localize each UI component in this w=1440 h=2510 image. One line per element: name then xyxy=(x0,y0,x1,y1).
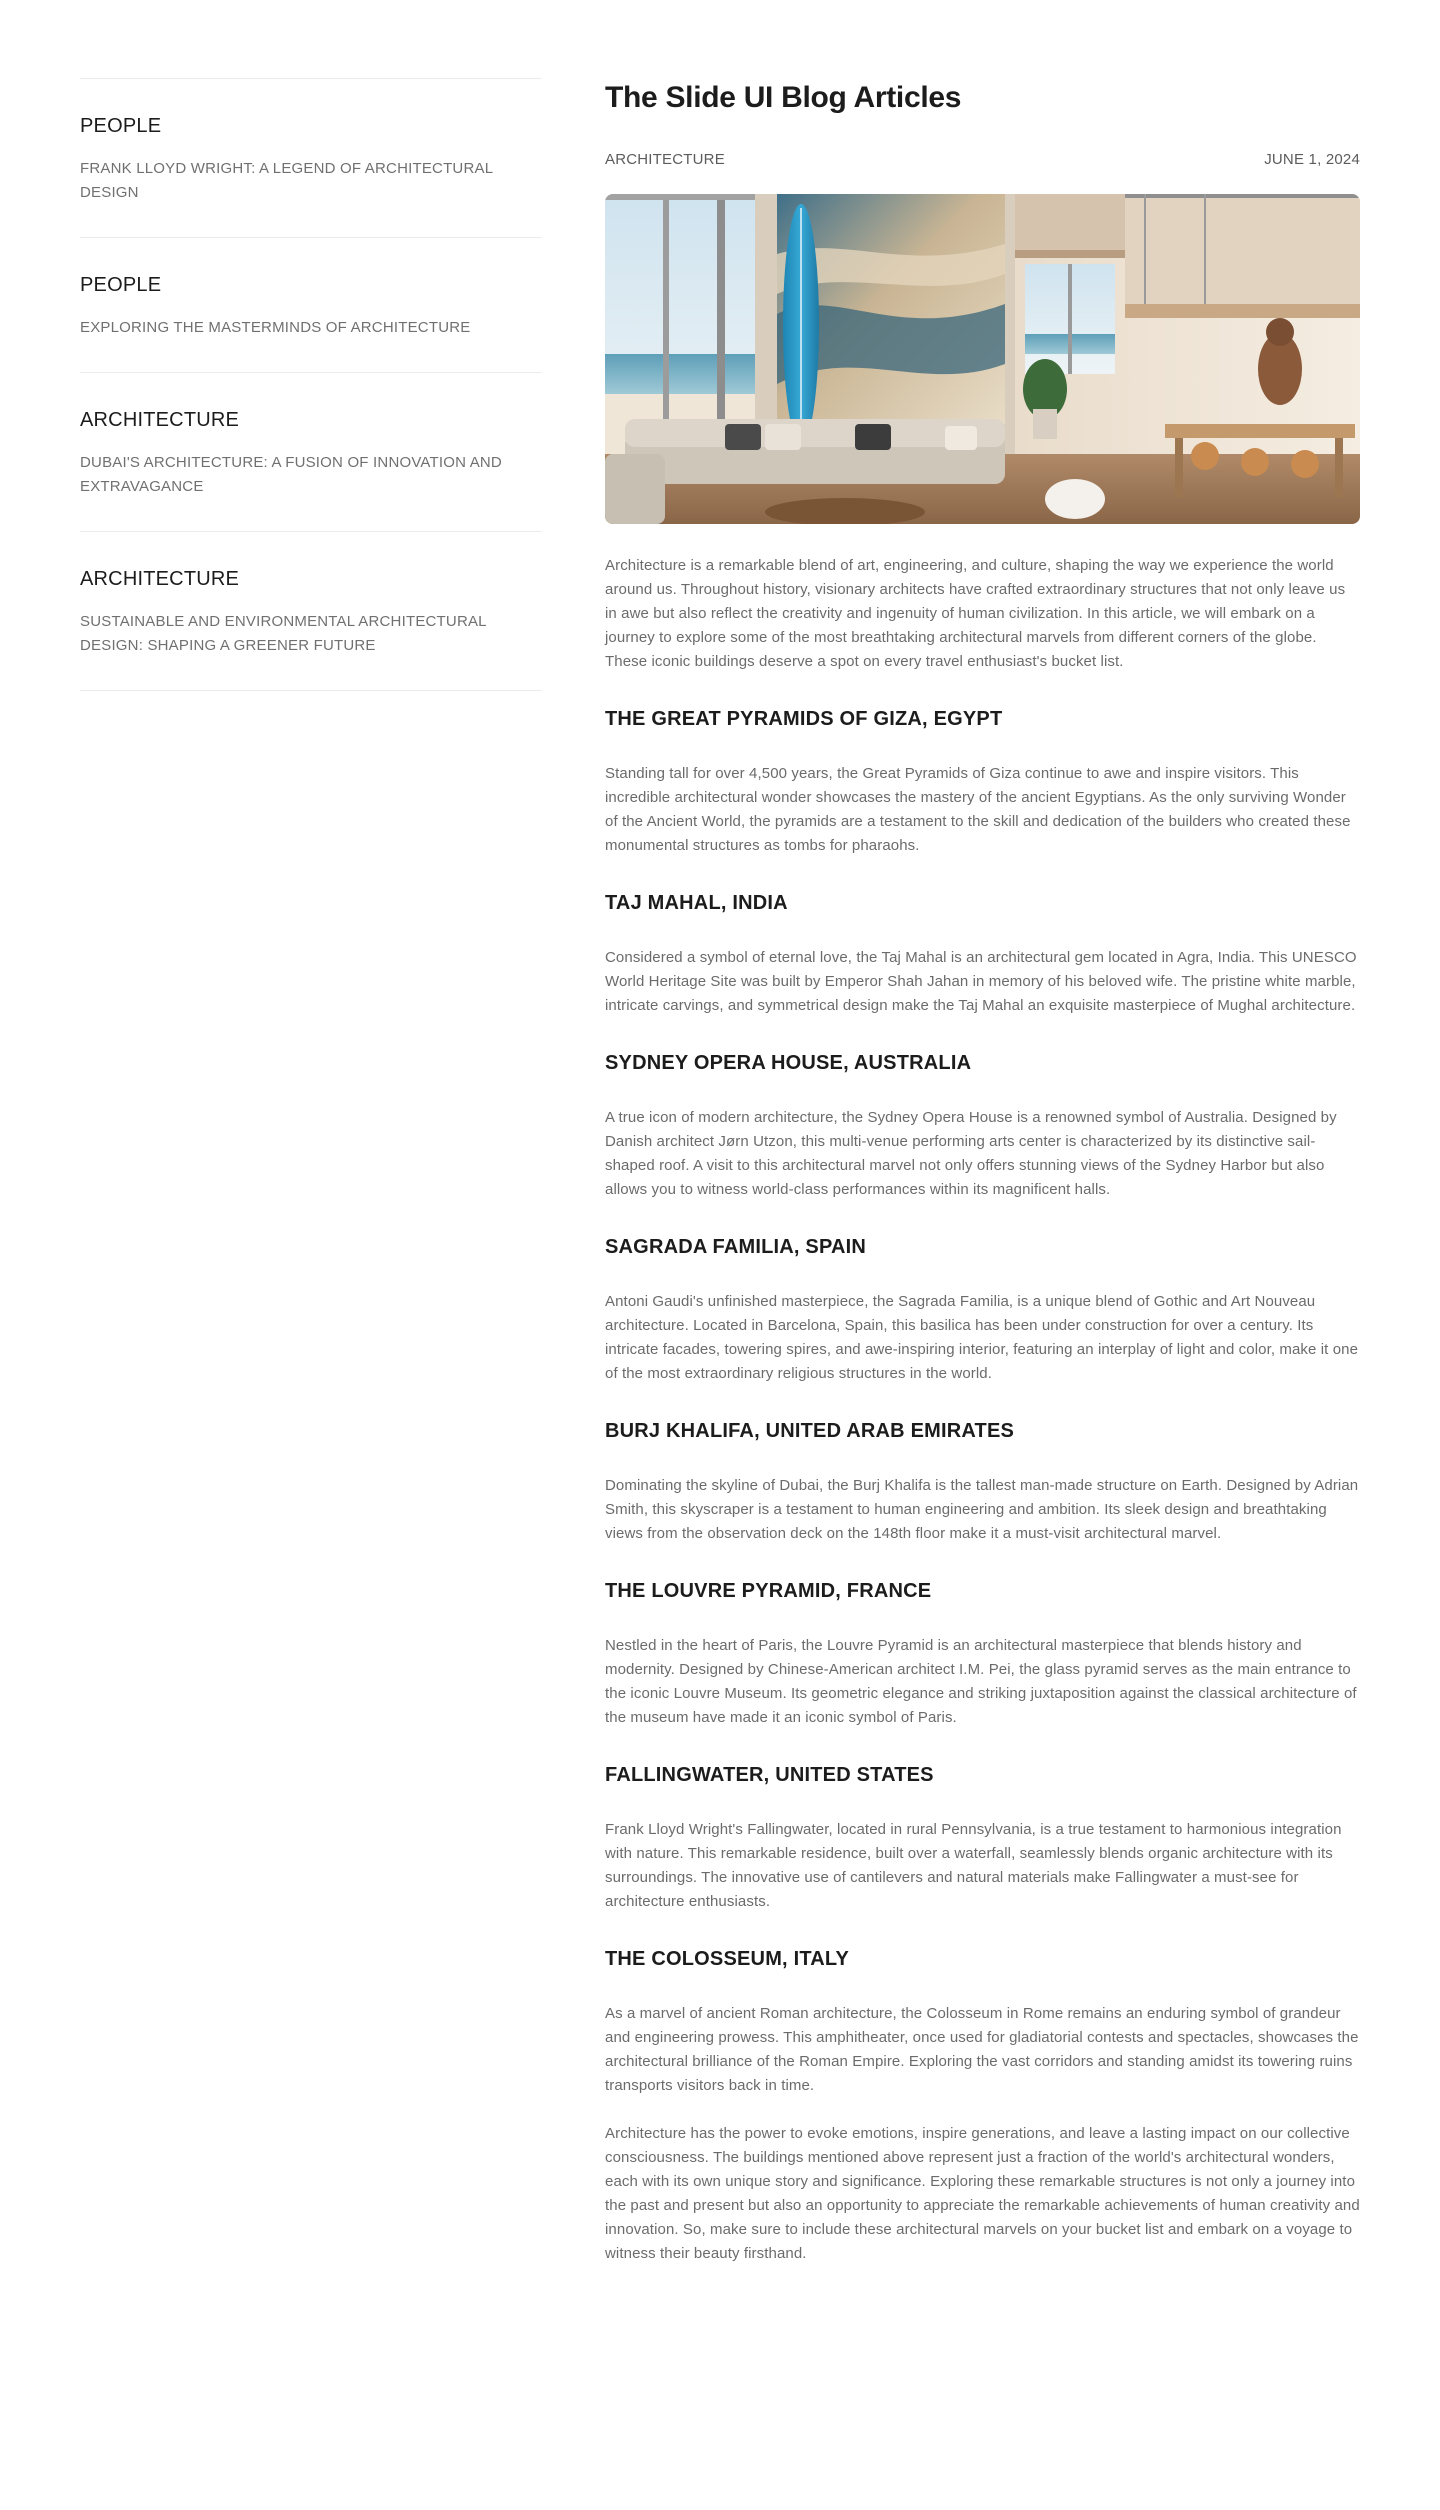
sidebar-article-link[interactable] xyxy=(80,238,542,373)
section-body: A true icon of modern architecture, the Sydney Opera House is a renowned symbol of Australia. Designed by Danish architect Jørn Utzon, this multi-venue performing arts center is characterized by its distinctive sail-shaped roof. A visit to this architectural marvel not only offers stunning views of the Sydney Harbor but also allows you to witness world-class performances within its magnificent halls. xyxy=(605,1109,1337,1198)
sidebar-article-link[interactable] xyxy=(80,532,542,691)
article-section xyxy=(605,1578,1360,1730)
page-title: The Slide UI Blog Articles xyxy=(605,81,962,114)
sidebar-article-link[interactable] xyxy=(80,373,542,532)
section-heading: SYDNEY OPERA HOUSE, AUSTRALIA xyxy=(605,1052,972,1074)
section-heading: THE GREAT PYRAMIDS OF GIZA, EGYPT xyxy=(605,708,1003,730)
section-heading: BURJ KHALIFA, UNITED ARAB EMIRATES xyxy=(605,1420,1015,1442)
section-body: Frank Lloyd Wright's Fallingwater, located in rural Pennsylvania, is a true testament to harmonious integration with nature. This remarkable residence, built over a waterfall, seamlessly blends organic architecture with its surroundings. The innovative use of cantilevers and natural materials make Fallingwater a must-see for architecture enthusiasts. xyxy=(605,1821,1342,1910)
sidebar-article-title: DUBAI'S ARCHITECTURE: A FUSION OF INNOVATION AND EXTRAVAGANCE xyxy=(80,454,502,495)
sidebar-article-category: PEOPLE xyxy=(80,115,162,137)
section-body: Antoni Gaudi's unfinished masterpiece, the Sagrada Familia, is a unique blend of Gothic and Art Nouveau architecture. Located in Barcelona, Spain, this basilica has been under construction for over a century. Its intricate facades, towering spires, and awe-inspiring interior, featuring an interplay of light and color, make it one of the most extraordinary religious structures in the world. xyxy=(605,1293,1359,1382)
section-body: Standing tall for over 4,500 years, the Great Pyramids of Giza continue to awe and inspire visitors. This incredible architectural wonder showcases the mastery of the ancient Egyptians. As the only surviving Wonder of the Ancient World, the pyramids are a testament to the skill and dedication of the builders who created these monumental structures as tombs for pharaohs. xyxy=(605,765,1351,854)
section-body: Dominating the skyline of Dubai, the Burj Khalifa is the tallest man-made structure on Earth. Designed by Adrian Smith, this skyscraper is a testament to human engineering and ambition. Its sleek design and breathtaking views from the observation deck on the 148th floor make it a must-visit architectural marvel. xyxy=(605,1477,1359,1542)
article-category: ARCHITECTURE xyxy=(605,151,725,168)
article xyxy=(605,78,1360,2266)
beach-house-interior-illustration xyxy=(605,194,1360,524)
section-body: Nestled in the heart of Paris, the Louvre Pyramid is an architectural masterpiece that blends history and modernity. Designed by Chinese-American architect I.M. Pei, the glass pyramid serves as the main entrance to the iconic Louvre Museum. Its geometric elegance and striking juxtaposition against the classical architecture of the museum have made it an iconic symbol of Paris. xyxy=(605,1637,1357,1726)
article-section xyxy=(605,1050,1360,1202)
article-section xyxy=(605,706,1360,858)
sidebar-article-link[interactable] xyxy=(80,79,542,238)
article-section xyxy=(605,1762,1360,1914)
article-section xyxy=(605,1418,1360,1546)
article-section xyxy=(605,890,1360,1018)
article-date: JUNE 1, 2024 xyxy=(1264,151,1360,168)
article-intro: Architecture is a remarkable blend of art, engineering, and culture, shaping the way we experience the world around us. Throughout history, visionary architects have crafted extraordinary structures that not only leave us in awe but also reflect the creativity and ingenuity of human civilization. In this article, we will embark on a journey to explore some of the most breathtaking architectural marvels from different corners of the globe. These iconic buildings deserve a spot on every travel enthusiast's bucket list. xyxy=(605,557,1346,670)
article-conclusion: Architecture has the power to evoke emotions, inspire generations, and leave a lasting impact on our collective consciousness. The buildings mentioned above represent just a fraction of the world's architectural wonders, each with its own unique story and significance. Exploring these remarkable structures is not only a journey into the past and present but also an opportunity to appreciate the remarkable achievements of human creativity and innovation. So, make sure to include these architectural marvels on your bucket list and embark on a voyage to witness their beauty firsthand. xyxy=(605,2125,1360,2262)
section-heading: FALLINGWATER, UNITED STATES xyxy=(605,1764,934,1786)
section-heading: SAGRADA FAMILIA, SPAIN xyxy=(605,1236,867,1258)
related-articles-sidebar xyxy=(80,78,542,691)
sidebar-article-title: EXPLORING THE MASTERMINDS OF ARCHITECTURE xyxy=(80,319,471,336)
sidebar-article-title: SUSTAINABLE AND ENVIRONMENTAL ARCHITECTURAL DESIGN: SHAPING A GREENER FUTURE xyxy=(80,613,487,654)
hero-image xyxy=(605,194,1360,524)
sidebar-article-category: ARCHITECTURE xyxy=(80,409,240,431)
article-meta xyxy=(605,150,1360,170)
sidebar-article-category: PEOPLE xyxy=(80,274,162,296)
section-body: As a marvel of ancient Roman architecture, the Colosseum in Rome remains an enduring symbol of grandeur and engineering prowess. This amphitheater, once used for gladiatorial contests and spectacles, showcases the architectural brilliance of the Roman Empire. Exploring the vast corridors and standing amidst its towering ruins transports visitors back in time. xyxy=(605,2005,1359,2094)
section-heading: THE COLOSSEUM, ITALY xyxy=(605,1948,850,1970)
sidebar-article-title: FRANK LLOYD WRIGHT: A LEGEND OF ARCHITECTURAL DESIGN xyxy=(80,160,493,201)
section-body: Considered a symbol of eternal love, the Taj Mahal is an architectural gem located in Agra, India. This UNESCO World Heritage Site was built by Emperor Shah Jahan in memory of his beloved wife. The pristine white marble, intricate carvings, and symmetrical design make the Taj Mahal an exquisite masterpiece of Mughal architecture. xyxy=(605,949,1357,1014)
sidebar-article-category: ARCHITECTURE xyxy=(80,568,240,590)
article-section xyxy=(605,1946,1360,2098)
section-heading: TAJ MAHAL, INDIA xyxy=(605,892,788,914)
section-heading: THE LOUVRE PYRAMID, FRANCE xyxy=(605,1580,932,1602)
article-section xyxy=(605,1234,1360,1386)
